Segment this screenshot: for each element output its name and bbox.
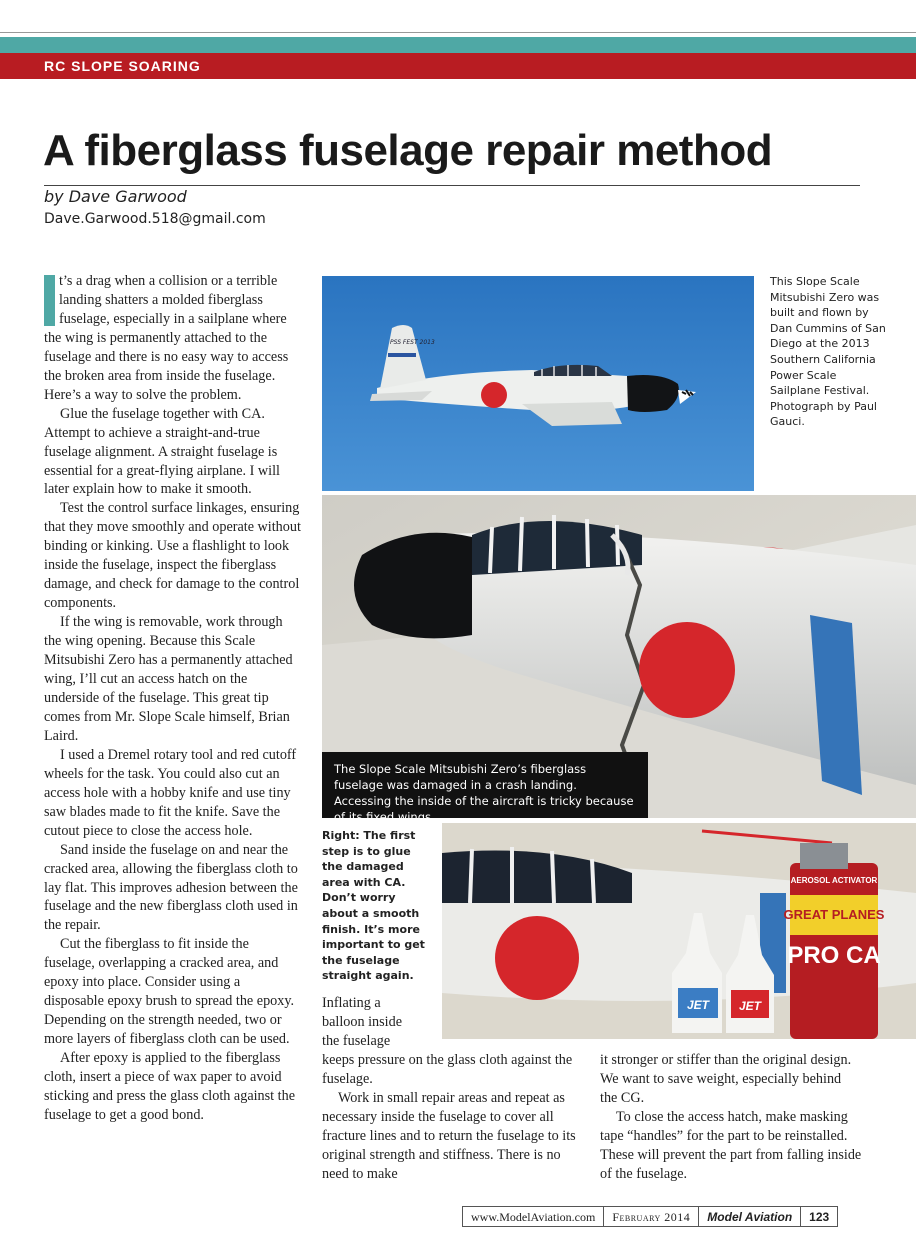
footer-date: February 2014 — [604, 1207, 699, 1226]
paragraph: keeps pressure on the glass cloth against the fuselage. — [322, 1052, 573, 1087]
paragraph: Glue the fuselage together with CA. Attempt to achieve a straight-and-true fuselage alignment. A straight fuselage is essential for a great-flying airplane. I will later explain how to make it smooth. — [44, 405, 280, 498]
paragraph: Cut the fiberglass to fit inside the fuselage, overlapping a cracked area, and epoxy into place. Consider using a disposable epoxy brush to spread the epoxy. Depending on the strength needed, two or more layers of fiberglass cloth can be used. — [44, 936, 295, 1048]
paragraph: it stronger or stiffer than the original design. We want to save weight, especially behind the CG. — [600, 1052, 852, 1106]
bottle-1-label: JET — [686, 998, 710, 1012]
paragraph: Work in small repair areas and repeat as necessary inside the fuselage to cover all fracture lines and to return the fuselage to its original strength and stiffness. There is no need to make — [322, 1089, 576, 1182]
paragraph-text: t’s a drag when a collision or a terrible landing shatters a molded fiberglass fuselage, especially in a sailplane where the wing is permanently attached to the fuselage and there is no easy way to access the broken area from inside the fuselage. Here’s a way to solve the problem. — [44, 273, 289, 403]
footer-url[interactable]: www.ModelAviation.com — [463, 1207, 604, 1226]
caption-photo-1: This Slope Scale Mitsubishi Zero was built and flown by Dan Cummins of San Diego at the 2013 Southern California Power Scale Sailplane Festival. Photograph by Paul Gauci. — [770, 275, 886, 429]
photo-ca-glue-repair — [442, 823, 916, 1039]
title-rule — [44, 185, 860, 186]
paragraph: To close the access hatch, make masking tape “handles” for the part to be reinstalled. These will prevent the part from falling inside of the fuselage. — [600, 1108, 862, 1182]
paragraph: I used a Dremel rotary tool and red cutoff wheels for the task. You could also cut an access hole with a hobby knife and use tiny saw blades made to fit the knife. Save the cutout piece to close the access hole. — [44, 746, 297, 839]
drop-cap — [44, 275, 55, 326]
caption-photo-2: The Slope Scale Mitsubishi Zero’s fiberglass fuselage was damaged in a crash landing. Accessing the inside of the aircraft is tricky because of its fixed wings. — [322, 752, 648, 818]
header-accent-bar — [0, 37, 916, 53]
can-brand: GREAT PLANES — [783, 907, 885, 922]
section-label: RC SLOPE SOARING — [44, 58, 201, 74]
paragraph: After epoxy is applied to the fiberglass cloth, insert a piece of wax paper to avoid sticking and press the glass cloth against the fuselage to get a good bond. — [44, 1050, 295, 1123]
author-email[interactable]: Dave.Garwood.518@gmail.com — [44, 211, 266, 227]
body-column-2-top: Inflating a balloon inside the fuselage — [322, 995, 402, 1049]
byline: by Dave Garwood — [44, 187, 187, 206]
page-number: 123 — [809, 1210, 830, 1224]
top-rule — [0, 32, 916, 33]
body-column-2 — [322, 1051, 584, 1184]
body-column-1 — [44, 272, 302, 1125]
footer-magazine: Model Aviation — [699, 1207, 801, 1226]
can-product: PRO CA — [787, 942, 881, 969]
paragraph: Test the control surface linkages, ensuring that they move smoothly and operate without binding or kinking. Use a flashlight to look inside the fuselage, inspect the fiberglass damage, and check for damage to the control components. — [44, 500, 301, 612]
paragraph: If the wing is removable, work through the wing opening. Because this Scale Mitsubishi Zero has a permanently attached wing, I’ll cut an access hatch on the underside of the fuselage. This great tip comes from Mr. Slope Scale himself, Brian Laird. — [44, 614, 293, 744]
paragraph: Sand inside the fuselage on and near the cracked area, allowing the fiberglass cloth to lay flat. This improves adhesion between the fuselage and the new fiberglass cloth used in the repair. — [44, 841, 298, 934]
tail-marking: PSS FEST 2013 — [390, 339, 435, 346]
photo-zero-in-flight — [322, 276, 754, 491]
bottle-2-label: JET — [738, 999, 762, 1013]
page-footer — [462, 1206, 838, 1227]
can-subtitle: AEROSOL ACTIVATOR — [790, 876, 878, 885]
caption-photo-3: Right: The first step is to glue the damaged area with CA. Don’t worry about a smooth finish. It’s more important to get the fuselage straight again. — [322, 829, 425, 983]
paragraph — [44, 272, 302, 405]
article-title: A fiberglass fuselage repair method — [43, 126, 773, 175]
body-column-3 — [600, 1051, 862, 1184]
